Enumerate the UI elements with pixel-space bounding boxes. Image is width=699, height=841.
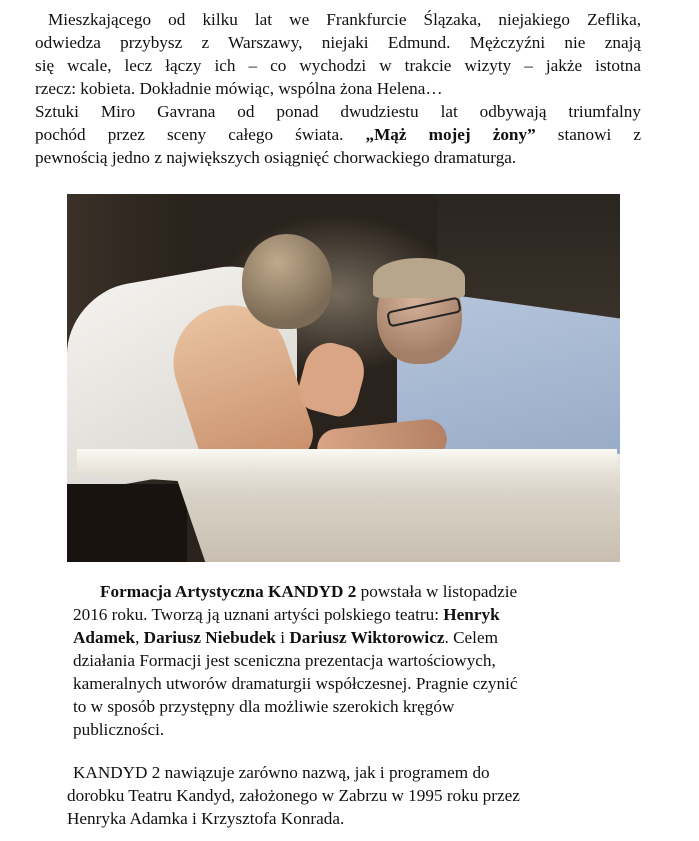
play-title: „Mąż mojej żony” [365, 125, 536, 144]
separator: i [275, 628, 290, 647]
about-line-6: to w sposób przystępny dla możliwie szerokich kręgów [73, 697, 455, 716]
intro-line-6 [35, 123, 641, 146]
intro-line-2: odwiedza przybysz z Warszawy, niejaki Edmund. Mężczyźni nie znają [35, 33, 641, 52]
history-line-3: Henryka Adamka i Krzysztofa Konrada. [67, 809, 345, 828]
artist-surname-adamek: Adamek [73, 628, 136, 647]
about-line-3 [73, 626, 633, 649]
intro-line-1: Mieszkającego od kilku lat we Frankfurcie Ślązaka, niejakiego Zeflika, [48, 10, 641, 29]
about-line-3-text: . Celem [444, 628, 498, 647]
about-line-5: kameralnych utworów dramaturgii współczesnej. Pragnie czynić [73, 674, 518, 693]
history-line-1: KANDYD 2 nawiązuje zarówno nazwą, jak i programem do [73, 763, 490, 782]
about-line-1 [73, 580, 633, 603]
about-line-2-text: 2016 roku. Tworzą ją uznani artyści polskiego teatru: [73, 605, 444, 624]
about-line-2 [73, 603, 633, 626]
history-paragraph [67, 761, 607, 830]
artist-niebudek: Dariusz Niebudek [143, 628, 276, 647]
about-line-1-text: powstała w listopadzie [356, 582, 518, 601]
stage-photo [67, 194, 620, 562]
about-line-4: działania Formacji jest sceniczna prezentacja wartościowych, [73, 651, 496, 670]
artist-wiktorowicz: Dariusz Wiktorowicz [289, 628, 445, 647]
intro-line-3: się wcale, lecz łączy ich – co wychodzi w trakcie wizyty – jakże istotna [35, 56, 641, 75]
actor-left-head [242, 234, 332, 329]
group-name: Formacja Artystyczna KANDYD 2 [100, 582, 357, 601]
intro-line-6-text: pochód przez sceny całego świata. [35, 125, 366, 144]
about-paragraph [73, 580, 633, 741]
history-line-2: dorobku Teatru Kandyd, założonego w Zabrzu w 1995 roku przez [67, 786, 520, 805]
actor-right-hair [373, 258, 465, 298]
artist-name-henryk: Henryk [443, 605, 500, 624]
table-shadow [67, 484, 187, 562]
table-top [77, 449, 617, 471]
about-line-7: publiczności. [73, 720, 165, 739]
intro-paragraph [35, 8, 641, 169]
intro-line-6-tail: stanowi z [535, 125, 641, 144]
intro-line-5: Sztuki Miro Gavrana od ponad dwudziestu lat odbywają triumfalny [35, 102, 641, 121]
separator: , [135, 628, 144, 647]
intro-line-4: rzecz: kobieta. Dokładnie mówiąc, wspólna żona Helena… [35, 79, 443, 98]
intro-line-7: pewnością jedno z największych osiągnięć chorwackiego dramaturga. [35, 148, 517, 167]
